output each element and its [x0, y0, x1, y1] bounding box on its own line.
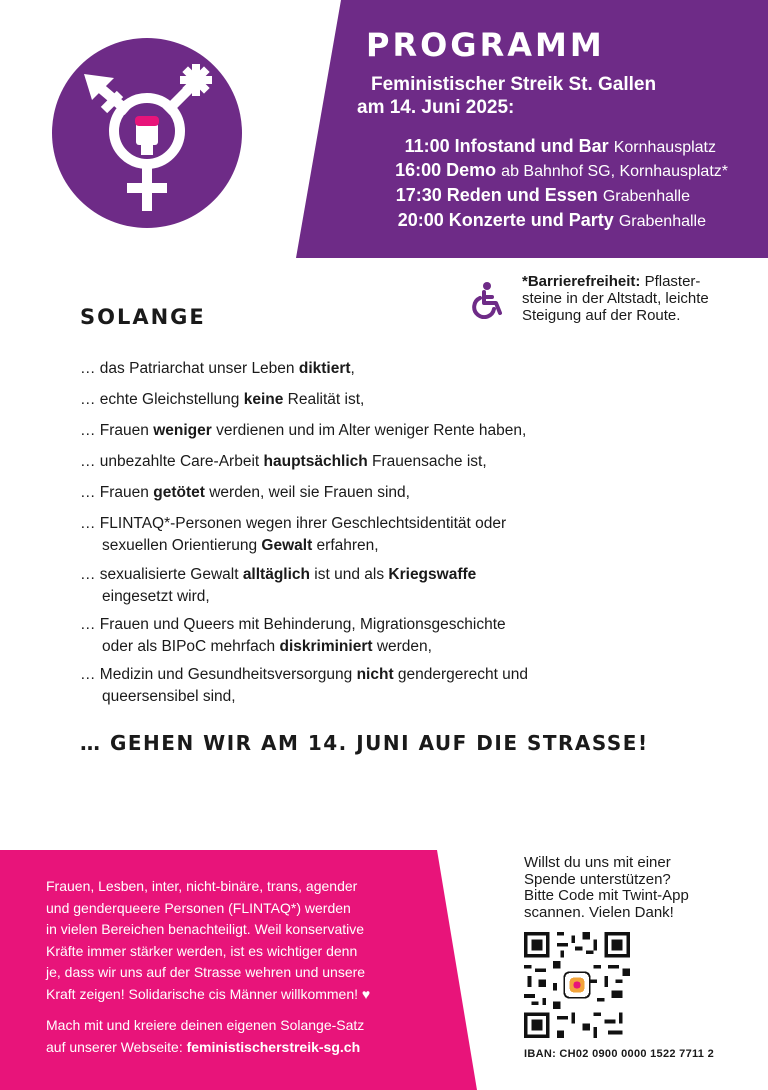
item-text: … Frauen — [80, 484, 154, 501]
item-text: verdienen und im Alter weniger Rente haben, — [211, 422, 527, 439]
wheelchair-icon — [470, 281, 508, 319]
schedule-time-title: 20:00 Konzerte und Party — [397, 210, 614, 230]
schedule-time-title: 11:00 Infostand und Bar — [404, 136, 609, 156]
program-title: PROGRAMM — [366, 26, 605, 64]
item-text: … sexualisierte Gewalt — [80, 566, 243, 583]
item-text: werden, weil sie Frauen sind, — [204, 484, 410, 501]
item-text: … unbezahlte Care-Arbeit — [80, 453, 264, 470]
list-item — [80, 389, 364, 411]
info-line: je, dass wir uns auf der Strasse wehren und unsere — [46, 964, 366, 980]
item-text: werden, — [372, 638, 432, 655]
info-line: Frauen, Lesben, inter, nicht-binäre, trans, agender — [46, 878, 358, 894]
item-text: queersensibel sind, — [102, 688, 236, 705]
item-text: Frauensache ist, — [367, 453, 487, 470]
item-emphasis: getötet — [153, 484, 205, 501]
schedule-place: Kornhausplatz — [613, 139, 716, 156]
twint-qr-code[interactable] — [524, 932, 630, 1038]
item-emphasis: weniger — [153, 422, 212, 439]
donation-text — [524, 855, 744, 921]
item-text: eingesetzt wird, — [102, 588, 210, 605]
info-line: Kräfte immer stärker werden, ist es wichtiger denn — [46, 942, 358, 959]
event-name: Feministischer Streik St. Gallen — [371, 74, 657, 95]
cta-line: Mach mit und kreiere deinen eigenen Solange-Satz — [46, 1017, 365, 1033]
donate-line: Bitte Code mit Twint-App — [524, 887, 689, 904]
info-line: und genderqueere Personen (FLINTAQ*) werden — [46, 899, 351, 916]
accessibility-label: *Barrierefreiheit: — [522, 273, 641, 290]
event-date: am 14. Juni 2025: — [357, 97, 515, 118]
item-text: … das Patriarchat unser Leben — [80, 360, 299, 377]
raised-fist-icon — [135, 116, 159, 155]
list-item — [80, 482, 410, 504]
donate-line: Spende unterstützen? — [524, 870, 671, 888]
schedule-row — [395, 160, 728, 181]
item-text: sexuellen Orientierung — [102, 537, 262, 554]
cta-line — [46, 1037, 426, 1059]
gender-symbol-icon — [52, 38, 242, 228]
cta-prefix: auf unserer Webseite: — [46, 1038, 187, 1055]
call-to-action — [46, 1015, 426, 1058]
list-item — [80, 664, 528, 708]
item-emphasis: diskriminiert — [279, 638, 373, 655]
item-text: … Frauen — [80, 422, 154, 439]
item-text: oder als BIPoC mehrfach — [102, 638, 280, 655]
item-text: … echte Gleichstellung — [80, 391, 244, 408]
accessibility-text — [522, 273, 709, 324]
solange-heading: SOLANGE — [80, 305, 206, 329]
schedule-row — [398, 210, 706, 231]
info-text — [46, 876, 426, 1005]
donate-line: Willst du uns mit einer — [524, 854, 671, 871]
schedule-row — [396, 185, 690, 206]
website-link[interactable]: feministischerstreik-sg.ch — [186, 1038, 361, 1055]
schedule-place: ab Bahnhof SG, Kornhausplatz* — [501, 163, 728, 180]
list-item — [80, 420, 526, 442]
item-text: ist und als — [310, 566, 389, 583]
item-text: gendergerecht und — [393, 666, 529, 683]
schedule-place: Grabenhalle — [618, 213, 706, 230]
list-item — [80, 614, 506, 658]
item-emphasis: alltäglich — [242, 566, 310, 583]
item-emphasis: Gewalt — [261, 537, 313, 554]
item-emphasis: hauptsächlich — [263, 453, 368, 470]
iban: IBAN: CH02 0900 0000 1522 7711 2 — [524, 1048, 715, 1060]
list-item — [80, 451, 487, 473]
info-line: Kraft zeigen! Solidarische cis Männer willkommen! ♥ — [46, 985, 371, 1002]
item-text: Realität ist, — [283, 391, 365, 408]
item-emphasis: nicht — [356, 666, 394, 683]
schedule-row — [405, 136, 716, 157]
item-text: erfahren, — [312, 537, 379, 554]
schedule-place: Grabenhalle — [602, 188, 690, 205]
item-emphasis: diktiert — [298, 360, 351, 377]
item-emphasis: keine — [243, 391, 284, 408]
item-text: , — [350, 360, 355, 377]
list-item — [80, 564, 476, 608]
accessibility-line: Steigung auf der Route. — [522, 307, 681, 324]
feminist-symbol-logo — [52, 38, 242, 228]
item-text: … FLINTAQ*-Personen wegen ihrer Geschlechtsidentität oder — [80, 515, 507, 532]
info-line: in vielen Bereichen benachteiligt. Weil konservative — [46, 921, 365, 937]
accessibility-line: steine in der Altstadt, leichte — [522, 290, 709, 307]
schedule-time-title: 17:30 Reden und Essen — [395, 185, 598, 205]
slogan: … GEHEN WIR AM 14. JUNI AUF DIE STRASSE! — [80, 731, 649, 755]
schedule-time-title: 16:00 Demo — [395, 160, 497, 180]
accessibility-line: Pflaster- — [644, 273, 701, 290]
list-item — [80, 358, 355, 380]
list-item — [80, 513, 506, 557]
item-text: … Frauen und Queers mit Behinderung, Migrationsgeschichte — [80, 616, 506, 633]
donate-line: scannen. Vielen Dank! — [524, 903, 674, 921]
item-text: … Medizin und Gesundheitsversorgung — [80, 666, 357, 683]
item-emphasis: Kriegswaffe — [388, 566, 477, 583]
